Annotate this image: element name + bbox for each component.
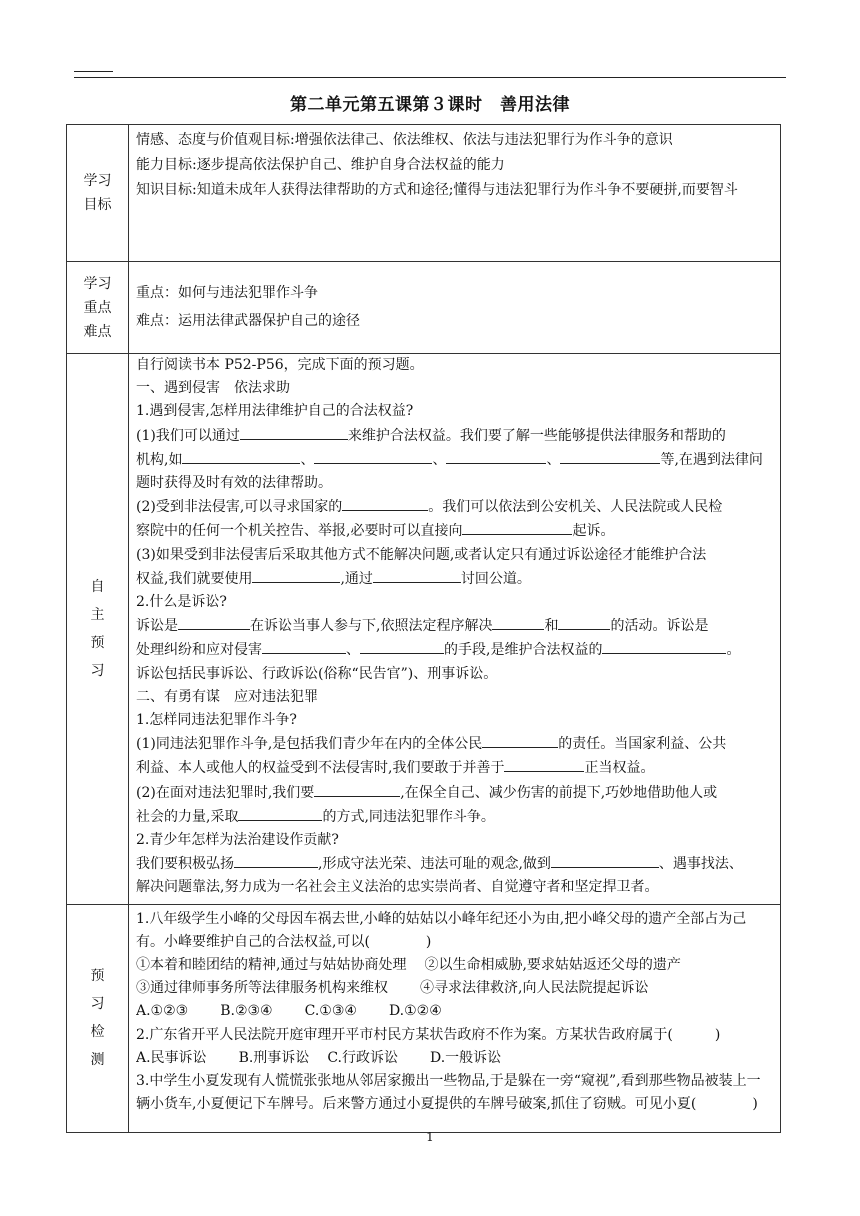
text: 利益、本人或他人的权益受到不法侵害时,我们要敢于并善于 bbox=[136, 760, 505, 777]
choice-c[interactable]: C.行政诉讼 bbox=[327, 1049, 398, 1066]
focus-key: 重点：如何与违法犯罪作斗争 bbox=[136, 285, 318, 301]
text: (1)同违法犯罪作斗争,是包括我们青少年在内的全体公民 bbox=[136, 736, 483, 753]
text: 来维护合法权益。我们要了解一些能够提供法律服务和帮助的 bbox=[347, 427, 726, 444]
text: 的方式,同违法犯罪作斗争。 bbox=[322, 808, 495, 825]
choice-b[interactable]: B.刑事诉讼 bbox=[238, 1049, 310, 1066]
label-line: 习 bbox=[90, 662, 105, 679]
fill-line bbox=[136, 614, 774, 638]
choice-a[interactable]: A.民事诉讼 bbox=[136, 1049, 207, 1066]
text: 诉讼是 bbox=[136, 618, 178, 635]
label-focus bbox=[67, 262, 129, 354]
goals-content bbox=[129, 125, 781, 262]
preview-content bbox=[129, 354, 781, 905]
answer-blank[interactable] bbox=[373, 567, 461, 583]
text: 和 bbox=[544, 618, 559, 635]
option: ①本着和睦团结的精神,通过与姑姑协商处理 bbox=[136, 957, 407, 974]
fill-line bbox=[136, 756, 774, 780]
label-learning-goals bbox=[67, 125, 129, 262]
answer-blank[interactable] bbox=[238, 805, 322, 821]
text: 、 bbox=[546, 451, 561, 468]
text: 在诉讼当事人参与下,依照法定程序解决 bbox=[250, 618, 493, 635]
option: ④寻求法律救济,向人民法院提起诉讼 bbox=[420, 980, 649, 997]
fill-line bbox=[136, 638, 774, 662]
text: 的活动。诉讼是 bbox=[610, 618, 709, 635]
text-line: 解决问题靠法,努力成为一名社会主义法治的忠实崇尚者、自觉遵守者和坚定捍卫者。 bbox=[136, 879, 659, 896]
text: (1)我们可以通过 bbox=[136, 427, 240, 444]
lesson-table bbox=[66, 124, 781, 1133]
text: (2)受到非法侵害,可以寻求国家的 bbox=[136, 499, 343, 516]
focus-content bbox=[129, 262, 781, 354]
answer-blank[interactable] bbox=[446, 448, 546, 464]
label-line: 学习 bbox=[83, 275, 112, 292]
fill-line bbox=[136, 448, 774, 472]
text-line: 题时获得及时有效的法律帮助。 bbox=[136, 475, 332, 492]
label-line: 主 bbox=[90, 606, 105, 623]
answer-blank[interactable] bbox=[240, 424, 348, 440]
question-3: 3.中学生小夏发现有人慌慌张张地从邻居家搬出一些物品,于是躲在一旁“窥视”,看到那些物品被装上一辆小货车,小夏便记下车牌号。后来警方通过小夏提供的车牌号破案,抓住了窃贼。可见小夏( ) bbox=[136, 1073, 761, 1113]
row-check bbox=[67, 904, 781, 1132]
text: ,在保全自己、减少伤害的前提下,巧妙地借助他人或 bbox=[400, 784, 718, 801]
check-content bbox=[129, 904, 781, 1132]
text: 机构,如 bbox=[136, 451, 183, 468]
page-title: 第二单元第五课第３课时 善用法律 bbox=[290, 95, 570, 115]
q1-choices bbox=[136, 1000, 774, 1023]
focus-difficulty: 难点：运用法律武器保护自己的途径 bbox=[136, 313, 360, 329]
section-heading: 二、有勇有谋 应对违法犯罪 bbox=[136, 688, 318, 705]
label-line: 习 bbox=[90, 996, 105, 1013]
choice-a[interactable]: A.①②③ bbox=[136, 1003, 189, 1020]
choice-c[interactable]: C.①③④ bbox=[304, 1003, 357, 1020]
fill-line bbox=[136, 567, 774, 591]
answer-blank[interactable] bbox=[234, 852, 318, 868]
text: ,形成守法光荣、违法可耻的观念,做到 bbox=[318, 856, 551, 873]
header-rule bbox=[74, 77, 786, 78]
goal-ability: 能力目标:逐步提高依法保护自己、维护自身合法权益的能力 bbox=[136, 157, 505, 173]
answer-blank[interactable] bbox=[462, 519, 572, 535]
label-line: 检 bbox=[90, 1024, 105, 1041]
answer-blank[interactable] bbox=[551, 852, 659, 868]
fill-line bbox=[136, 519, 774, 543]
question-heading: 1.遇到侵害,怎样用法律维护自己的合法权益? bbox=[136, 403, 414, 420]
text: 、 bbox=[346, 642, 360, 659]
text: (2)在面对违法犯罪时,我们要 bbox=[136, 784, 315, 801]
preview-intro: 自行阅读书本 P52-P56，完成下面的预习题。 bbox=[136, 357, 424, 373]
label-line: 难点 bbox=[83, 323, 112, 340]
text: 的手段,是维护合法权益的 bbox=[444, 642, 603, 659]
text: 起诉。 bbox=[572, 523, 615, 540]
answer-blank[interactable] bbox=[602, 638, 726, 654]
fill-line bbox=[136, 424, 774, 448]
text: 等,在遇到法律问 bbox=[660, 451, 763, 468]
label-line: 测 bbox=[90, 1052, 105, 1069]
goal-emotion: 情感、态度与价值观目标:增强依法律己、依法维权、依法与违法犯罪行为作斗争的意识 bbox=[136, 132, 673, 148]
label-line: 预 bbox=[90, 968, 105, 985]
question-heading: 2.什么是诉讼? bbox=[136, 594, 227, 611]
fill-line bbox=[136, 732, 774, 756]
fill-line bbox=[136, 852, 774, 876]
label-line: 自 bbox=[90, 578, 105, 595]
answer-blank[interactable] bbox=[314, 781, 400, 797]
question-heading: 2.青少年怎样为法治建设作贡献? bbox=[136, 832, 339, 849]
text: 社会的力量,采取 bbox=[136, 808, 239, 825]
answer-blank[interactable] bbox=[560, 448, 660, 464]
fill-line bbox=[136, 781, 774, 805]
q2-choices bbox=[136, 1047, 774, 1070]
answer-blank[interactable] bbox=[342, 495, 428, 511]
answer-blank[interactable] bbox=[558, 614, 610, 630]
label-check bbox=[67, 904, 129, 1132]
text-line: 诉讼包括民事诉讼、行政诉讼(俗称“民告官”)、刑事诉讼。 bbox=[136, 665, 498, 682]
text: 权益,我们就要使用 bbox=[136, 570, 253, 587]
goal-knowledge: 知识目标:知道未成年人获得法律帮助的方式和途径;懂得与违法犯罪行为作斗争不要硬拼,而要智斗 bbox=[136, 182, 738, 198]
answer-blank[interactable] bbox=[252, 567, 340, 583]
choice-b[interactable]: B.②③④ bbox=[220, 1003, 273, 1020]
text: 我们要积极弘扬 bbox=[136, 856, 234, 873]
label-preview bbox=[67, 354, 129, 905]
choice-d[interactable]: D.一般诉讼 bbox=[429, 1049, 502, 1066]
text: 、 bbox=[300, 451, 315, 468]
text: 正当权益。 bbox=[584, 760, 655, 777]
option: ③通过律师事务所等法律服务机构来维权 bbox=[136, 980, 388, 997]
fill-line bbox=[136, 805, 774, 829]
question-heading: 1.怎样同违法犯罪作斗争? bbox=[136, 712, 297, 729]
choice-d[interactable]: D.①②④ bbox=[388, 1003, 442, 1020]
answer-blank[interactable] bbox=[360, 638, 444, 654]
text: 处理纠纷和应对侵害 bbox=[136, 642, 262, 659]
q1-options-row2 bbox=[136, 977, 774, 1000]
row-preview bbox=[67, 354, 781, 905]
section-heading: 一、遇到侵害 依法求助 bbox=[136, 380, 290, 397]
text: 。 bbox=[726, 642, 741, 659]
row-focus bbox=[67, 262, 781, 354]
label-line: 预 bbox=[90, 634, 105, 651]
answer-blank[interactable] bbox=[504, 756, 584, 772]
row-learning-goals bbox=[67, 125, 781, 262]
fill-line bbox=[136, 495, 774, 519]
answer-blank[interactable] bbox=[182, 448, 300, 464]
answer-blank[interactable] bbox=[314, 448, 432, 464]
answer-blank[interactable] bbox=[262, 638, 346, 654]
page-number: 1 bbox=[426, 1130, 434, 1144]
question-1: 1.八年级学生小峰的父母因车祸去世,小峰的姑姑以小峰年纪还小为由,把小峰父母的遗产全部占为己有。小峰要维护自己的合法权益,可以( ) bbox=[136, 910, 747, 950]
label-line: 学习 bbox=[83, 173, 112, 189]
answer-blank[interactable] bbox=[178, 614, 250, 630]
label-line: 目标 bbox=[83, 197, 112, 213]
text: 。我们可以依法到公安机关、人民法院或人民检 bbox=[428, 499, 723, 516]
question-2: 2.广东省开平人民法院开庭审理开平市村民方某状告政府不作为案。方某状告政府属于( ) bbox=[136, 1026, 721, 1043]
label-line: 重点 bbox=[83, 299, 112, 316]
text: 察院中的任何一个机关控告、举报,必要时可以直接向 bbox=[136, 523, 463, 540]
text: 讨回公道。 bbox=[460, 570, 531, 587]
text: 、 bbox=[432, 451, 447, 468]
text: 、遇事找法、 bbox=[658, 856, 743, 873]
answer-blank[interactable] bbox=[492, 614, 544, 630]
answer-blank[interactable] bbox=[482, 732, 558, 748]
option: ②以生命相威胁,要求姑姑返还父母的遗产 bbox=[424, 957, 681, 974]
q1-options-row1 bbox=[136, 954, 774, 977]
text: 的责任。当国家利益、公共 bbox=[558, 736, 727, 753]
text: ,通过 bbox=[340, 570, 373, 587]
header-rule-short bbox=[74, 71, 113, 72]
text-line: (3)如果受到非法侵害后采取其他方式不能解决问题,或者认定只有通过诉讼途径才能维护合法 bbox=[136, 546, 707, 563]
